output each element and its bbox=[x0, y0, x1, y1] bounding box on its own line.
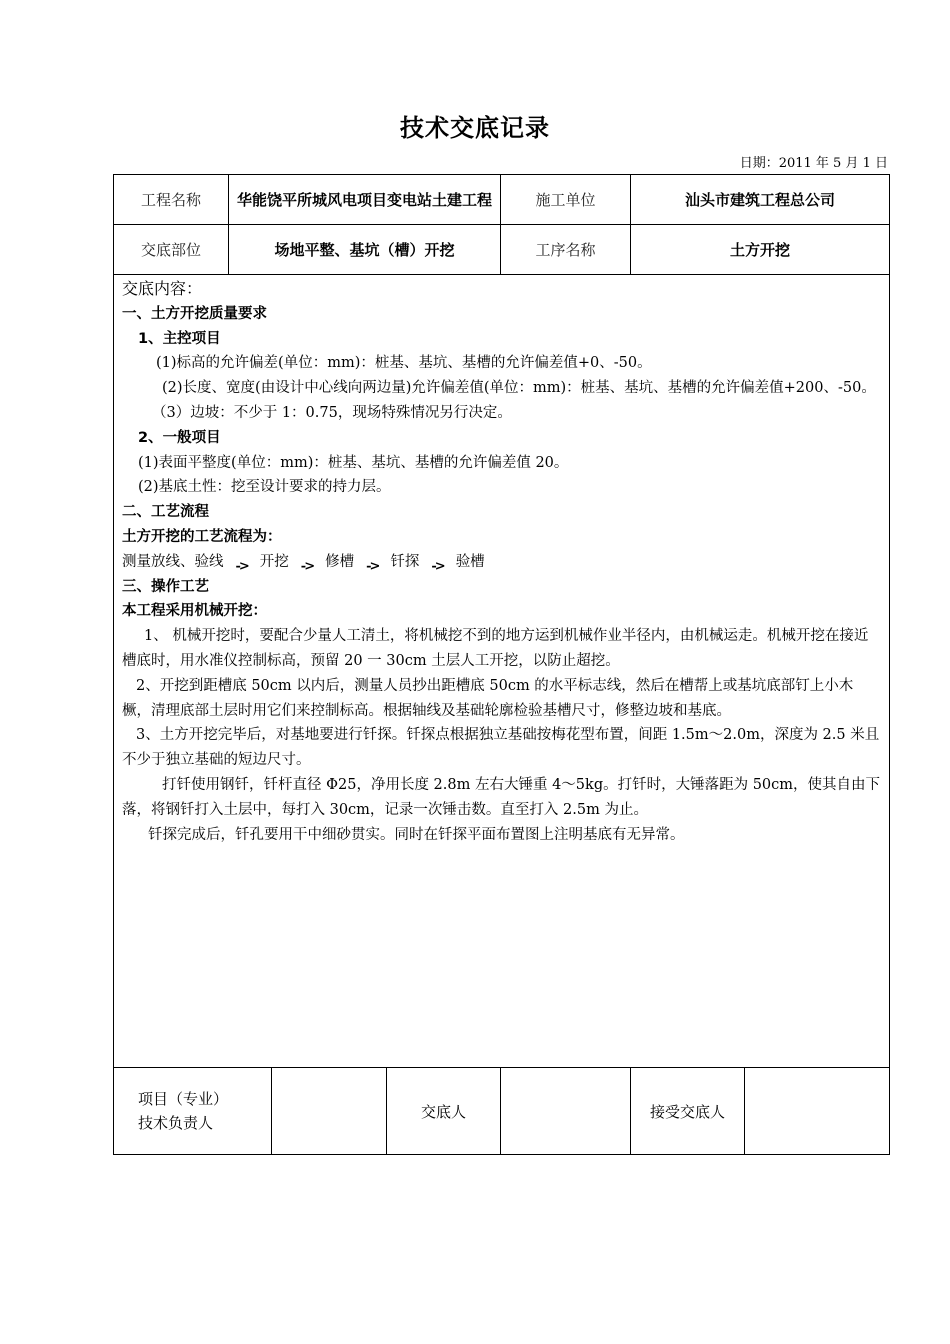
content-intro: 交底内容： bbox=[122, 279, 203, 298]
signature-row bbox=[114, 1068, 890, 1155]
tech-lead-line1: 项目（专业） bbox=[138, 1090, 229, 1108]
record-date: 日期：2011 年 5 月 1 日 bbox=[739, 156, 888, 171]
header-row-project bbox=[114, 175, 890, 225]
item-length-width: (2)长度、宽度(由设计中心线向两边量)允许偏差值(单位：mm)：桩基、基坑、基槽的允许偏差值+200、-50。 bbox=[162, 380, 876, 397]
contractor-label: 施工单位 bbox=[501, 175, 631, 225]
section-2-heading: 二、工艺流程 bbox=[122, 504, 209, 521]
content-body bbox=[114, 275, 889, 847]
paragraph-4: 打钎使用钢钎，钎杆直径 Φ25，净用长度 2.8m 左右大锤重 4～5kg。打钎时，大锤落距为 50cm，使其自由下落，将钢钎打入土层中，每打入 30cm，记录一次锤击数。直至打入 2.5m 为止。 bbox=[122, 776, 881, 818]
process-label: 工序名称 bbox=[501, 225, 631, 275]
paragraph-1: 1、 机械开挖时，要配合少量人工清土，将机械挖不到的地方运到机械作业半径内，由机械运走。机械开挖在接近槽底时，用水准仪控制标高，预留 20 一 30cm 土层人工开挖，以防止超挖。 bbox=[122, 628, 869, 669]
paragraph-3: 3、土方开挖完毕后，对基地要进行钎探。钎探点根据独立基础按梅花型布置，间距 1.5m～2.0m，深度为 2.5 米且不少于独立基础的短边尺寸。 bbox=[122, 727, 880, 769]
project-name-value: 华能饶平所城风电项目变电站土建工程 bbox=[229, 175, 501, 225]
process-value: 土方开挖 bbox=[631, 225, 890, 275]
content-row bbox=[114, 275, 890, 1068]
item-slope: （3）边坡：不少于 1：0.75，现场特殊情况另行决定。 bbox=[152, 404, 512, 421]
flow-title: 土方开挖的工艺流程为： bbox=[122, 528, 282, 545]
section-1-heading: 一、土方开挖质量要求 bbox=[122, 305, 267, 322]
section-1-2-heading: 2、一般项目 bbox=[138, 429, 221, 446]
part-value: 场地平整、基坑（槽）开挖 bbox=[229, 225, 501, 275]
flow-step: 开挖 bbox=[259, 553, 289, 570]
presenter-signature bbox=[501, 1068, 631, 1155]
flow-step: 验槽 bbox=[455, 553, 485, 570]
tech-lead-line2: 技术负责人 bbox=[138, 1114, 214, 1132]
tech-lead-signature bbox=[272, 1068, 387, 1155]
header-row-part bbox=[114, 225, 890, 275]
arrow-icon: -> bbox=[431, 558, 444, 574]
receiver-label: 接受交底人 bbox=[631, 1068, 745, 1155]
content-cell bbox=[114, 275, 890, 1068]
tech-lead-label bbox=[114, 1068, 272, 1155]
section-1-1-heading: 1、主控项目 bbox=[138, 330, 221, 347]
paragraph-5: 钎探完成后，钎孔要用干中细砂贯实。同时在钎探平面布置图上注明基底有无异常。 bbox=[148, 826, 685, 843]
method-title: 本工程采用机械开挖： bbox=[122, 603, 267, 620]
record-table bbox=[113, 174, 890, 1155]
item-flatness: (1)表面平整度(单位：mm)：桩基、基坑、基槽的允许偏差值 20。 bbox=[138, 454, 569, 471]
paragraph-2: 2、开挖到距槽底 50cm 以内后，测量人员抄出距槽底 50cm 的水平标志线，然后在槽帮上或基坑底部钉上小木橛，清理底部土层时用它们来控制标高。根据轴线及基础轮廓检验基槽尺寸，修整边坡和基底。 bbox=[122, 677, 854, 719]
process-flow bbox=[122, 550, 881, 575]
section-3-heading: 三、操作工艺 bbox=[122, 578, 209, 595]
arrow-icon: -> bbox=[300, 558, 314, 574]
item-elevation: (1)标高的允许偏差(单位：mm)：桩基、基坑、基槽的允许偏差值+0、-50。 bbox=[156, 355, 652, 372]
flow-step: 钎探 bbox=[390, 553, 420, 570]
flow-step: 修槽 bbox=[325, 553, 355, 570]
arrow-icon: -> bbox=[235, 558, 248, 574]
part-label: 交底部位 bbox=[114, 225, 229, 275]
page-title: 技术交底记录 bbox=[400, 114, 550, 142]
presenter-label: 交底人 bbox=[387, 1068, 501, 1155]
arrow-icon: -> bbox=[366, 558, 379, 574]
receiver-signature bbox=[745, 1068, 890, 1155]
item-base-soil: (2)基底土性：挖至设计要求的持力层。 bbox=[138, 479, 391, 496]
contractor-value: 汕头市建筑工程总公司 bbox=[631, 175, 890, 225]
project-name-label: 工程名称 bbox=[114, 175, 229, 225]
flow-step: 测量放线、验线 bbox=[122, 553, 224, 570]
